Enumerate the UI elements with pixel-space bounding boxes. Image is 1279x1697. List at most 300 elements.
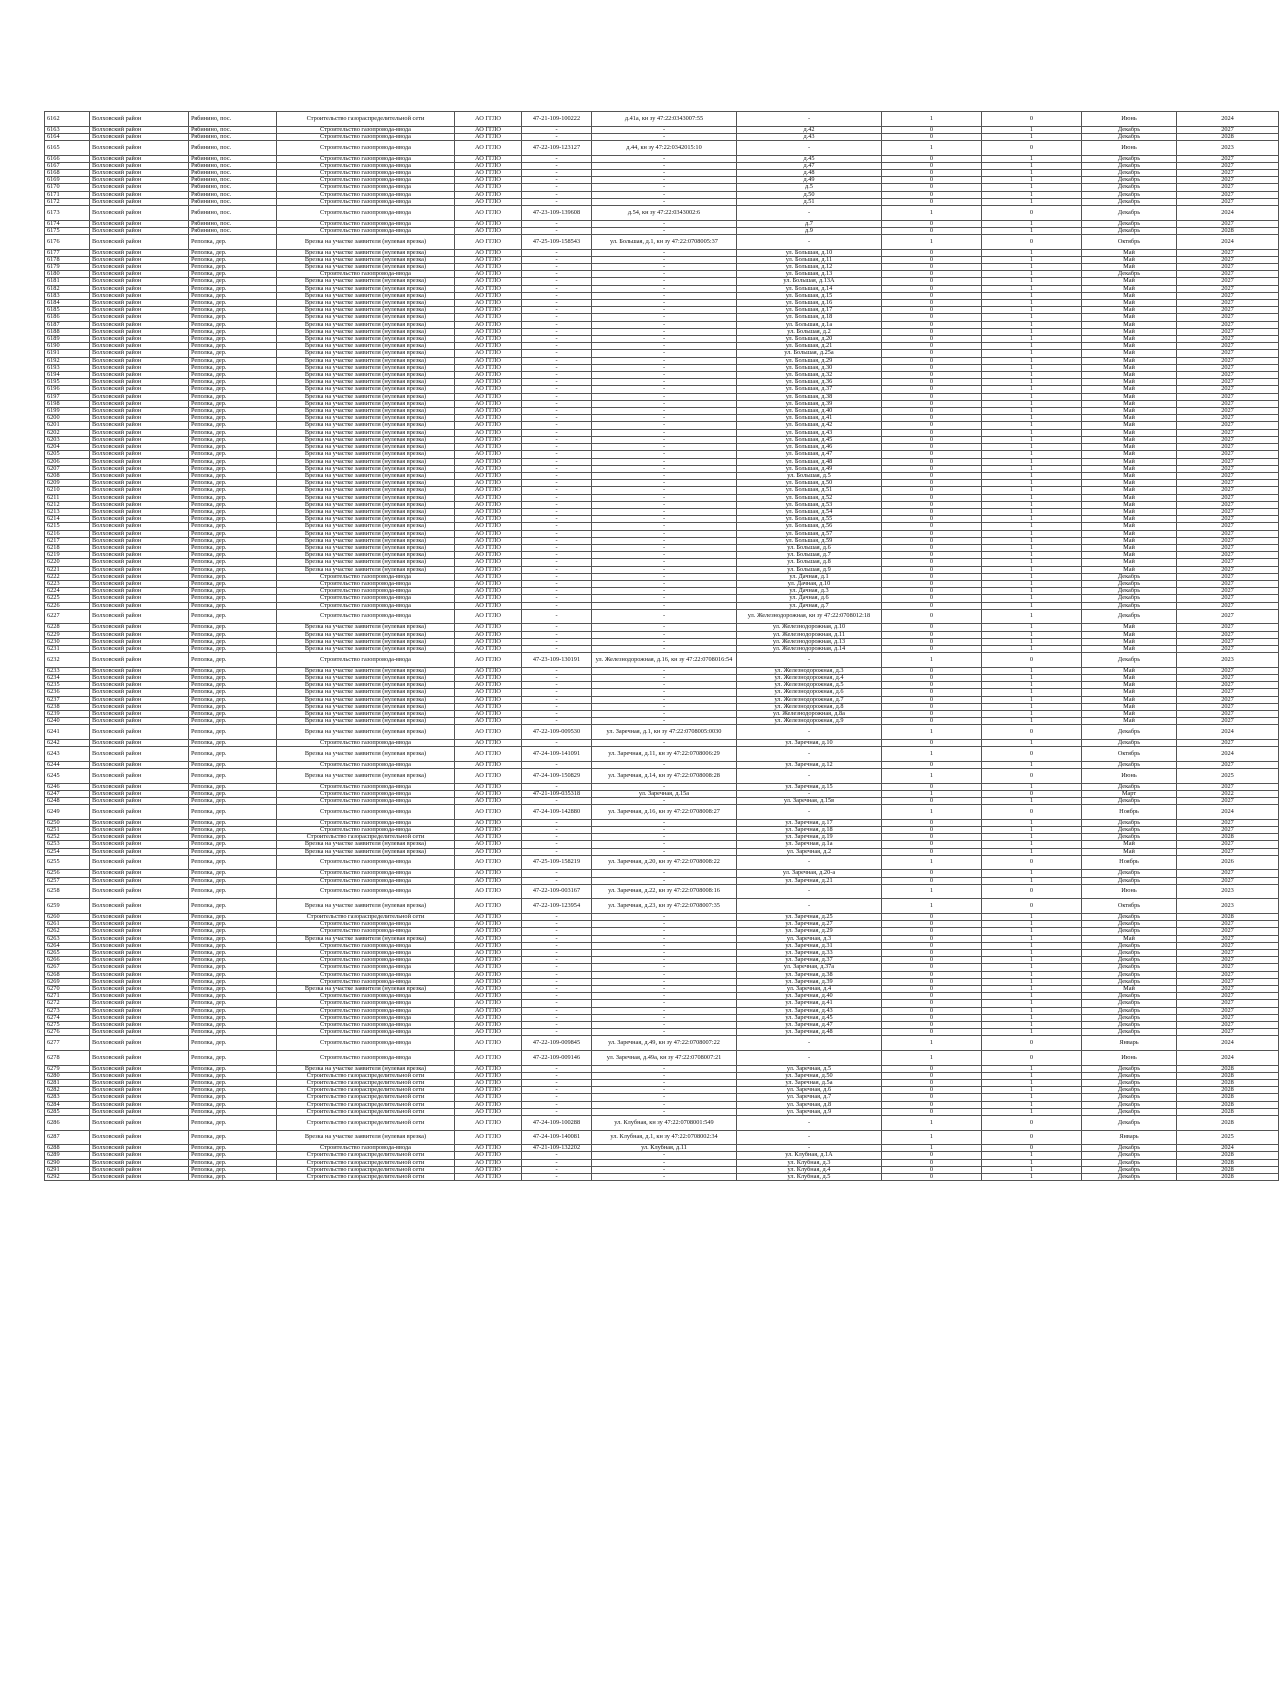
- cell-district: Волховский район: [90, 834, 189, 841]
- cell-count-b: 1: [982, 126, 1082, 133]
- cell-district: Волховский район: [90, 689, 189, 696]
- cell-address-with-cadastral: -: [592, 703, 737, 710]
- cell-count-b: 1: [982, 1087, 1082, 1094]
- cell-application-number: -: [522, 682, 592, 689]
- cell-count-a: 0: [882, 220, 982, 227]
- cell-settlement: Реполка, дер.: [189, 1174, 277, 1181]
- cell-count-b: 1: [982, 588, 1082, 595]
- table-row: [45, 674, 1279, 681]
- cell-year: 2027: [1177, 508, 1279, 515]
- cell-address: ул. Большая, д.46: [737, 444, 882, 451]
- cell-application-number: -: [522, 964, 592, 971]
- cell-count-b: 1: [982, 1174, 1082, 1181]
- cell-count-b: 0: [982, 1145, 1082, 1152]
- cell-count-b: 1: [982, 350, 1082, 357]
- cell-count-a: 0: [882, 429, 982, 436]
- cell-settlement: Реполка, дер.: [189, 913, 277, 920]
- cell-address: ул. Заречная, д.7: [737, 1094, 882, 1101]
- cell-count-a: 0: [882, 444, 982, 451]
- cell-work-type: Врезка на участке заявителя (нулевая врезка): [277, 400, 455, 407]
- cell-district: Волховский район: [90, 1130, 189, 1145]
- cell-row-number: 6291: [45, 1166, 90, 1173]
- cell-year: 2027: [1177, 422, 1279, 429]
- table-row: [45, 112, 1279, 127]
- cell-organization: АО ГГЛО: [455, 191, 522, 198]
- cell-year: 2027: [1177, 674, 1279, 681]
- cell-organization: АО ГГЛО: [455, 465, 522, 472]
- cell-count-a: 0: [882, 307, 982, 314]
- cell-count-a: 0: [882, 739, 982, 746]
- cell-work-type: Строительство газопровода-ввода: [277, 162, 455, 169]
- cell-month: Декабрь: [1082, 834, 1177, 841]
- cell-work-type: Врезка на участке заявителя (нулевая врезка): [277, 300, 455, 307]
- cell-application-number: -: [522, 307, 592, 314]
- cell-count-a: 0: [882, 710, 982, 717]
- cell-application-number: -: [522, 826, 592, 833]
- cell-address: ул. Заречная, д.21: [737, 877, 882, 884]
- cell-district: Волховский район: [90, 220, 189, 227]
- cell-count-b: 1: [982, 689, 1082, 696]
- cell-district: Волховский район: [90, 819, 189, 826]
- cell-year: 2027: [1177, 703, 1279, 710]
- table-row: [45, 855, 1279, 870]
- cell-year: 2024: [1177, 206, 1279, 221]
- cell-month: Декабрь: [1082, 177, 1177, 184]
- cell-row-number: 6180: [45, 271, 90, 278]
- cell-count-a: 0: [882, 1094, 982, 1101]
- cell-organization: АО ГГЛО: [455, 516, 522, 523]
- cell-count-a: 0: [882, 1007, 982, 1014]
- cell-count-b: 1: [982, 566, 1082, 573]
- cell-row-number: 6248: [45, 797, 90, 804]
- cell-row-number: 6269: [45, 978, 90, 985]
- cell-work-type: Врезка на участке заявителя (нулевая врезка): [277, 386, 455, 393]
- cell-address: ул. Заречная, д.9: [737, 1108, 882, 1115]
- cell-application-number: -: [522, 530, 592, 537]
- cell-year: 2027: [1177, 645, 1279, 652]
- cell-application-number: -: [522, 1152, 592, 1159]
- cell-month: Декабрь: [1082, 1166, 1177, 1173]
- cell-work-type: Строительство газопровода-ввода: [277, 884, 455, 899]
- cell-row-number: 6290: [45, 1159, 90, 1166]
- cell-organization: АО ГГЛО: [455, 1174, 522, 1181]
- cell-count-a: 0: [882, 494, 982, 501]
- cell-application-number: -: [522, 155, 592, 162]
- cell-district: Волховский район: [90, 826, 189, 833]
- table-row: [45, 710, 1279, 717]
- cell-work-type: Врезка на участке заявителя (нулевая врезка): [277, 444, 455, 451]
- cell-address-with-cadastral: -: [592, 422, 737, 429]
- cell-work-type: Строительство газопровода-ввода: [277, 602, 455, 609]
- cell-count-a: 0: [882, 588, 982, 595]
- cell-month: Май: [1082, 986, 1177, 993]
- cell-address: ул. Большая, д.30: [737, 364, 882, 371]
- cell-row-number: 6281: [45, 1080, 90, 1087]
- cell-month: Декабрь: [1082, 1022, 1177, 1029]
- cell-address-with-cadastral: -: [592, 1065, 737, 1072]
- cell-address-with-cadastral: -: [592, 126, 737, 133]
- table-row: [45, 1108, 1279, 1115]
- cell-month: Декабрь: [1082, 162, 1177, 169]
- cell-month: Декабрь: [1082, 1014, 1177, 1021]
- cell-settlement: Реполка, дер.: [189, 444, 277, 451]
- cell-application-number: 47-23-109-139608: [522, 206, 592, 221]
- cell-row-number: 6227: [45, 609, 90, 624]
- cell-work-type: Врезка на участке заявителя (нулевая врезка): [277, 552, 455, 559]
- cell-row-number: 6262: [45, 928, 90, 935]
- cell-month: Декабрь: [1082, 206, 1177, 221]
- cell-count-b: 0: [982, 235, 1082, 250]
- cell-year: 2028: [1177, 913, 1279, 920]
- cell-address: ул. Большая, д.38: [737, 393, 882, 400]
- cell-count-a: 0: [882, 674, 982, 681]
- cell-settlement: Реполка, дер.: [189, 300, 277, 307]
- cell-organization: АО ГГЛО: [455, 913, 522, 920]
- cell-month: Май: [1082, 645, 1177, 652]
- cell-work-type: Врезка на участке заявителя (нулевая врезка): [277, 523, 455, 530]
- cell-row-number: 6247: [45, 790, 90, 797]
- cell-count-a: 0: [882, 761, 982, 768]
- cell-address: д.45: [737, 155, 882, 162]
- cell-address-with-cadastral: ул. Железнодорожная, д.16, кн зу 47:22:0708016:54: [592, 653, 737, 668]
- cell-application-number: -: [522, 249, 592, 256]
- cell-district: Волховский район: [90, 913, 189, 920]
- cell-address-with-cadastral: -: [592, 1108, 737, 1115]
- cell-district: Волховский район: [90, 964, 189, 971]
- cell-work-type: Строительство газораспределительной сети: [277, 1166, 455, 1173]
- cell-count-a: 0: [882, 133, 982, 140]
- cell-row-number: 6234: [45, 674, 90, 681]
- cell-work-type: Строительство газопровода-ввода: [277, 206, 455, 221]
- cell-settlement: Реполка, дер.: [189, 1094, 277, 1101]
- cell-count-a: 0: [882, 472, 982, 479]
- cell-count-a: 0: [882, 1072, 982, 1079]
- cell-application-number: -: [522, 1072, 592, 1079]
- table-row: [45, 1152, 1279, 1159]
- cell-year: 2027: [1177, 170, 1279, 177]
- cell-district: Волховский район: [90, 1087, 189, 1094]
- table-row: [45, 986, 1279, 993]
- cell-settlement: Реполка, дер.: [189, 834, 277, 841]
- cell-address: ул. Большая, д.7: [737, 552, 882, 559]
- table-row: [45, 487, 1279, 494]
- cell-application-number: -: [522, 350, 592, 357]
- cell-row-number: 6267: [45, 964, 90, 971]
- cell-work-type: Строительство газопровода-ввода: [277, 1036, 455, 1051]
- cell-work-type: Врезка на участке заявителя (нулевая врезка): [277, 465, 455, 472]
- cell-address: д.7: [737, 220, 882, 227]
- cell-settlement: Реполка, дер.: [189, 508, 277, 515]
- table-row: [45, 198, 1279, 205]
- cell-settlement: Реполка, дер.: [189, 848, 277, 855]
- cell-organization: АО ГГЛО: [455, 1101, 522, 1108]
- cell-row-number: 6203: [45, 436, 90, 443]
- cell-address: ул. Большая, д.9: [737, 566, 882, 573]
- cell-address-with-cadastral: -: [592, 588, 737, 595]
- cell-row-number: 6201: [45, 422, 90, 429]
- cell-month: Декабрь: [1082, 913, 1177, 920]
- cell-month: Май: [1082, 444, 1177, 451]
- cell-row-number: 6211: [45, 494, 90, 501]
- cell-organization: АО ГГЛО: [455, 696, 522, 703]
- cell-settlement: Реполка, дер.: [189, 566, 277, 573]
- cell-settlement: Реполка, дер.: [189, 935, 277, 942]
- table-row: [45, 436, 1279, 443]
- cell-organization: АО ГГЛО: [455, 797, 522, 804]
- cell-month: Декабрь: [1082, 602, 1177, 609]
- cell-organization: АО ГГЛО: [455, 1051, 522, 1066]
- table-row: [45, 580, 1279, 587]
- cell-address-with-cadastral: ул. Заречная, д.11, кн зу 47:22:0708006:29: [592, 747, 737, 762]
- cell-address-with-cadastral: -: [592, 964, 737, 971]
- cell-address-with-cadastral: -: [592, 841, 737, 848]
- cell-district: Волховский район: [90, 336, 189, 343]
- cell-work-type: Строительство газопровода-ввода: [277, 170, 455, 177]
- cell-settlement: Реполка, дер.: [189, 573, 277, 580]
- cell-row-number: 6285: [45, 1108, 90, 1115]
- cell-count-a: 0: [882, 1022, 982, 1029]
- cell-row-number: 6279: [45, 1065, 90, 1072]
- cell-district: Волховский район: [90, 667, 189, 674]
- cell-organization: АО ГГЛО: [455, 877, 522, 884]
- cell-count-b: 1: [982, 1152, 1082, 1159]
- cell-row-number: 6270: [45, 986, 90, 993]
- cell-settlement: Реполка, дер.: [189, 928, 277, 935]
- cell-address-with-cadastral: -: [592, 184, 737, 191]
- table-row: [45, 747, 1279, 762]
- cell-address-with-cadastral: -: [592, 928, 737, 935]
- cell-settlement: Реполка, дер.: [189, 725, 277, 740]
- cell-organization: АО ГГЛО: [455, 314, 522, 321]
- cell-organization: АО ГГЛО: [455, 870, 522, 877]
- cell-work-type: Врезка на участке заявителя (нулевая врезка): [277, 264, 455, 271]
- cell-year: 2027: [1177, 472, 1279, 479]
- cell-organization: АО ГГЛО: [455, 170, 522, 177]
- cell-address-with-cadastral: -: [592, 783, 737, 790]
- cell-settlement: Реполка, дер.: [189, 357, 277, 364]
- cell-work-type: Врезка на участке заявителя (нулевая врезка): [277, 638, 455, 645]
- cell-month: Декабрь: [1082, 783, 1177, 790]
- cell-count-a: 1: [882, 790, 982, 797]
- cell-count-a: 0: [882, 964, 982, 971]
- cell-work-type: Строительство газопровода-ввода: [277, 133, 455, 140]
- cell-year: 2025: [1177, 1130, 1279, 1145]
- cell-application-number: -: [522, 516, 592, 523]
- cell-count-b: 1: [982, 472, 1082, 479]
- cell-address: ул. Большая, д.1а: [737, 321, 882, 328]
- table-row: [45, 249, 1279, 256]
- cell-district: Волховский район: [90, 1094, 189, 1101]
- cell-work-type: Врезка на участке заявителя (нулевая врезка): [277, 472, 455, 479]
- cell-count-b: 1: [982, 408, 1082, 415]
- cell-count-b: 1: [982, 379, 1082, 386]
- cell-settlement: Реполка, дер.: [189, 393, 277, 400]
- cell-month: Декабрь: [1082, 978, 1177, 985]
- cell-work-type: Врезка на участке заявителя (нулевая врезка): [277, 350, 455, 357]
- cell-count-b: 1: [982, 797, 1082, 804]
- cell-month: Май: [1082, 530, 1177, 537]
- cell-work-type: Врезка на участке заявителя (нулевая врезка): [277, 841, 455, 848]
- cell-organization: АО ГГЛО: [455, 841, 522, 848]
- cell-work-type: Строительство газораспределительной сети: [277, 913, 455, 920]
- cell-settlement: Реполка, дер.: [189, 747, 277, 762]
- cell-work-type: Строительство газораспределительной сети: [277, 1159, 455, 1166]
- cell-application-number: -: [522, 400, 592, 407]
- cell-application-number: -: [522, 971, 592, 978]
- cell-month: Май: [1082, 400, 1177, 407]
- cell-month: Май: [1082, 350, 1177, 357]
- cell-month: Май: [1082, 436, 1177, 443]
- cell-count-b: 1: [982, 718, 1082, 725]
- cell-address-with-cadastral: -: [592, 797, 737, 804]
- cell-district: Волховский район: [90, 682, 189, 689]
- cell-count-b: 1: [982, 877, 1082, 884]
- cell-application-number: -: [522, 993, 592, 1000]
- cell-count-a: 0: [882, 386, 982, 393]
- cell-address-with-cadastral: ул. Заречная, д.23, кн зу 47:22:0708007:35: [592, 899, 737, 914]
- cell-year: 2028: [1177, 1094, 1279, 1101]
- cell-year: 2027: [1177, 501, 1279, 508]
- cell-work-type: Врезка на участке заявителя (нулевая врезка): [277, 235, 455, 250]
- cell-organization: АО ГГЛО: [455, 271, 522, 278]
- cell-district: Волховский район: [90, 1108, 189, 1115]
- table-row: [45, 884, 1279, 899]
- cell-settlement: Реполка, дер.: [189, 739, 277, 746]
- cell-count-b: 1: [982, 501, 1082, 508]
- table-row: [45, 364, 1279, 371]
- cell-application-number: 47-22-109-009530: [522, 725, 592, 740]
- cell-district: Волховский район: [90, 718, 189, 725]
- cell-year: 2027: [1177, 307, 1279, 314]
- cell-count-a: 0: [882, 321, 982, 328]
- cell-address: ул. Клубная, д.4: [737, 1166, 882, 1173]
- cell-count-b: 1: [982, 580, 1082, 587]
- cell-settlement: Реполка, дер.: [189, 1000, 277, 1007]
- cell-settlement: Реполка, дер.: [189, 314, 277, 321]
- cell-count-b: 1: [982, 819, 1082, 826]
- cell-settlement: Реполка, дер.: [189, 1036, 277, 1051]
- cell-settlement: Реполка, дер.: [189, 472, 277, 479]
- cell-year: 2028: [1177, 1166, 1279, 1173]
- cell-district: Волховский район: [90, 357, 189, 364]
- table-row: [45, 689, 1279, 696]
- cell-count-b: 1: [982, 841, 1082, 848]
- cell-district: Волховский район: [90, 1080, 189, 1087]
- cell-year: 2027: [1177, 710, 1279, 717]
- cell-settlement: Рябинино, пос.: [189, 155, 277, 162]
- table-row: [45, 494, 1279, 501]
- cell-settlement: Реполка, дер.: [189, 1051, 277, 1066]
- cell-settlement: Реполка, дер.: [189, 235, 277, 250]
- cell-row-number: 6265: [45, 950, 90, 957]
- cell-count-a: 0: [882, 913, 982, 920]
- table-row: [45, 696, 1279, 703]
- cell-application-number: -: [522, 1065, 592, 1072]
- cell-organization: АО ГГЛО: [455, 415, 522, 422]
- cell-application-number: -: [522, 364, 592, 371]
- cell-settlement: Реполка, дер.: [189, 768, 277, 783]
- table-row: [45, 400, 1279, 407]
- cell-work-type: Врезка на участке заявителя (нулевая врезка): [277, 631, 455, 638]
- table-row: [45, 256, 1279, 263]
- cell-count-a: 0: [882, 834, 982, 841]
- cell-month: Май: [1082, 544, 1177, 551]
- cell-settlement: Реполка, дер.: [189, 819, 277, 826]
- cell-settlement: Реполка, дер.: [189, 993, 277, 1000]
- table-row: [45, 444, 1279, 451]
- cell-count-a: 0: [882, 935, 982, 942]
- cell-row-number: 6188: [45, 328, 90, 335]
- cell-district: Волховский район: [90, 747, 189, 762]
- cell-address-with-cadastral: -: [592, 978, 737, 985]
- cell-month: Январь: [1082, 1036, 1177, 1051]
- table-row: [45, 141, 1279, 156]
- cell-district: Волховский район: [90, 321, 189, 328]
- cell-count-b: 1: [982, 826, 1082, 833]
- cell-address-with-cadastral: -: [592, 307, 737, 314]
- cell-address-with-cadastral: -: [592, 508, 737, 515]
- table-row: [45, 667, 1279, 674]
- cell-count-a: 0: [882, 465, 982, 472]
- cell-address: ул. Клубная, д.3: [737, 1159, 882, 1166]
- cell-work-type: Врезка на участке заявителя (нулевая врезка): [277, 674, 455, 681]
- table-row: [45, 336, 1279, 343]
- cell-settlement: Реполка, дер.: [189, 494, 277, 501]
- cell-work-type: Строительство газопровода-ввода: [277, 1029, 455, 1036]
- cell-application-number: -: [522, 1094, 592, 1101]
- cell-month: Декабрь: [1082, 609, 1177, 624]
- cell-settlement: Реполка, дер.: [189, 899, 277, 914]
- cell-address: ул. Большая, д.54: [737, 508, 882, 515]
- cell-application-number: -: [522, 819, 592, 826]
- cell-work-type: Строительство газопровода-ввода: [277, 141, 455, 156]
- cell-count-b: 1: [982, 184, 1082, 191]
- cell-count-a: 1: [882, 1036, 982, 1051]
- cell-organization: АО ГГЛО: [455, 523, 522, 530]
- cell-count-b: 1: [982, 422, 1082, 429]
- cell-district: Волховский район: [90, 573, 189, 580]
- cell-application-number: -: [522, 444, 592, 451]
- cell-row-number: 6289: [45, 1152, 90, 1159]
- cell-row-number: 6228: [45, 624, 90, 631]
- cell-address: ул. Большая, д.10: [737, 249, 882, 256]
- cell-month: Июнь: [1082, 884, 1177, 899]
- cell-count-b: 1: [982, 645, 1082, 652]
- cell-address: -: [737, 141, 882, 156]
- table-row: [45, 971, 1279, 978]
- cell-work-type: Строительство газораспределительной сети: [277, 1108, 455, 1115]
- cell-year: 2027: [1177, 689, 1279, 696]
- cell-application-number: -: [522, 328, 592, 335]
- cell-work-type: Врезка на участке заявителя (нулевая врезка): [277, 624, 455, 631]
- cell-district: Волховский район: [90, 458, 189, 465]
- cell-address-with-cadastral: -: [592, 935, 737, 942]
- cell-settlement: Реполка, дер.: [189, 307, 277, 314]
- table-row: [45, 609, 1279, 624]
- cell-application-number: -: [522, 935, 592, 942]
- cell-count-a: 0: [882, 638, 982, 645]
- cell-month: Май: [1082, 516, 1177, 523]
- cell-address: ул. Большая, д.36: [737, 379, 882, 386]
- cell-district: Волховский район: [90, 1014, 189, 1021]
- cell-address: ул. Большая, д.32: [737, 372, 882, 379]
- cell-row-number: 6288: [45, 1145, 90, 1152]
- cell-work-type: Врезка на участке заявителя (нулевая врезка): [277, 516, 455, 523]
- cell-row-number: 6239: [45, 710, 90, 717]
- cell-address: ул. Железнодорожная, д.5: [737, 682, 882, 689]
- cell-organization: АО ГГЛО: [455, 386, 522, 393]
- cell-count-a: 0: [882, 696, 982, 703]
